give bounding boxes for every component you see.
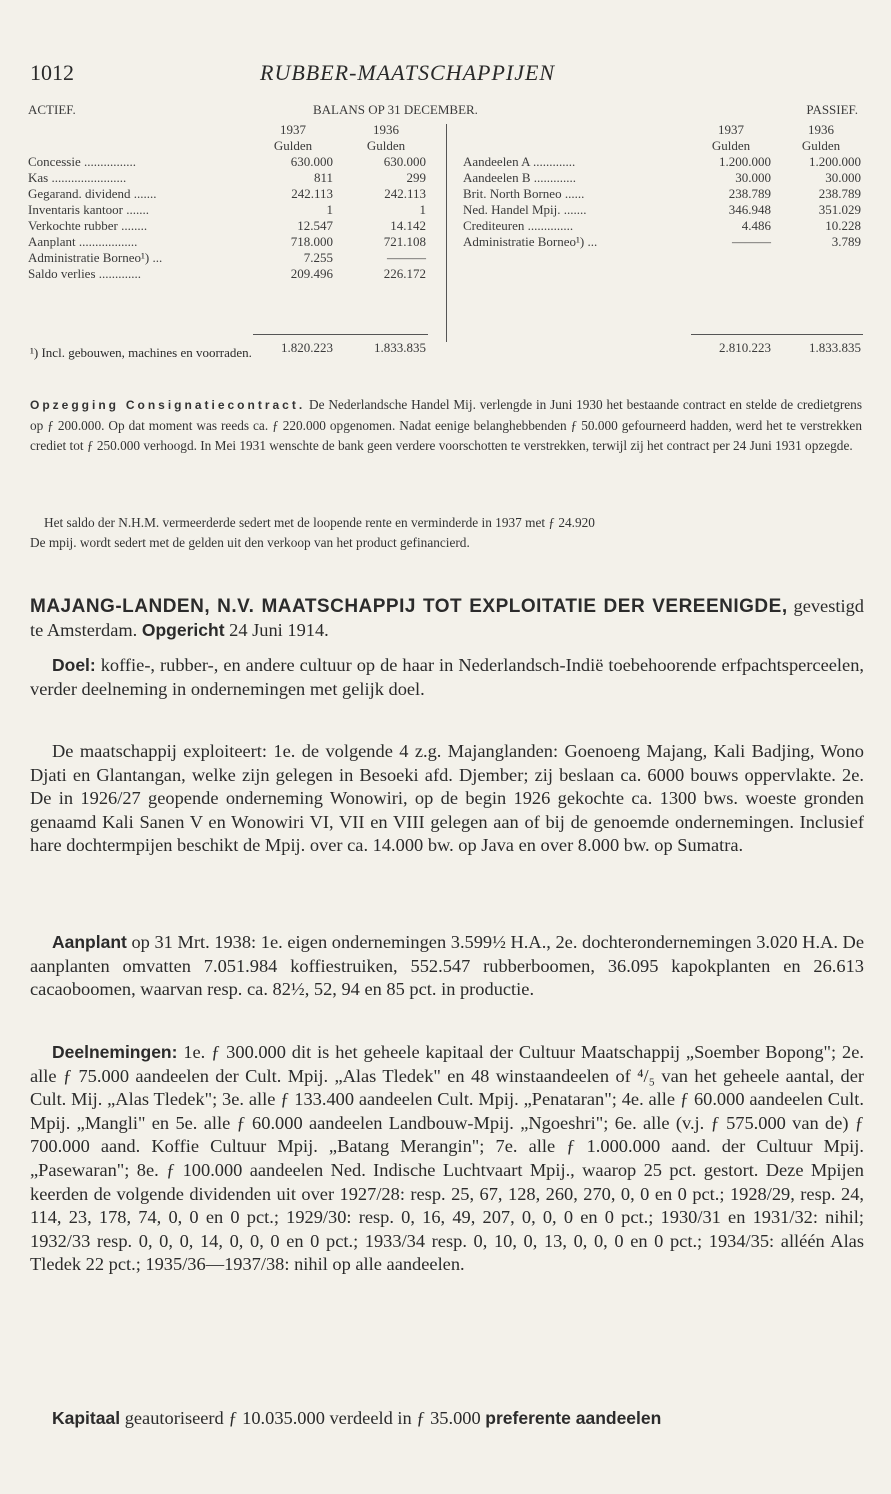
value-1936: 299 xyxy=(406,170,426,185)
page-header xyxy=(30,60,860,90)
total-1937: 2.810.223 xyxy=(719,340,771,355)
row-label: Gegarand. dividend ....... xyxy=(28,186,157,201)
value-1937: 242.113 xyxy=(291,186,333,201)
value-1936: 14.142 xyxy=(390,218,426,233)
unit-label: Gulden xyxy=(366,138,406,153)
row-label: Concessie ................ xyxy=(28,154,136,169)
page-number: 1012 xyxy=(30,60,74,85)
doel-text: koffie-, rubber-, en andere cultuur op de haar in Nederlandsch-Indië toebehoorende erfpachtsperceelen, verder deelneming in ondernemingen met gelijk doel. xyxy=(30,655,864,699)
balance-row xyxy=(28,234,440,250)
liabilities-column xyxy=(463,122,863,355)
row-label: Saldo verlies ............. xyxy=(28,266,142,281)
year-1937: 1937 xyxy=(718,122,744,137)
deelnemingen-paragraph xyxy=(30,1041,864,1277)
row-label: Crediteuren .............. xyxy=(463,218,574,233)
balance-row xyxy=(463,154,863,170)
deelnemingen-label: Deelnemingen: xyxy=(52,1042,178,1062)
balance-row xyxy=(28,266,440,282)
financing-paragraph: De mpij. wordt sedert met de gelden uit den verkoop van het product gefinancierd. xyxy=(30,535,470,550)
founded-date: 24 Juni 1914. xyxy=(229,619,329,640)
value-1937: 346.948 xyxy=(728,202,771,217)
unit-header-row xyxy=(28,138,440,154)
balance-title: BALANS OP 31 DECEMBER. xyxy=(313,102,478,117)
aanplant-paragraph xyxy=(30,931,864,1002)
total-1937: 1.820.223 xyxy=(281,340,333,355)
value-1937: 630.000 xyxy=(290,154,333,169)
running-title: RUBBER-MAATSCHAPPIJEN xyxy=(260,60,556,85)
company-heading-paragraph xyxy=(30,595,864,642)
balance-footnote: ¹) Incl. gebouwen, machines en voorraden. xyxy=(30,345,252,360)
balance-row xyxy=(463,218,863,234)
value-1936: ——— xyxy=(387,250,426,265)
row-label: Kas ....................... xyxy=(28,170,127,185)
doel-paragraph xyxy=(30,654,864,701)
unit-label: Gulden xyxy=(273,138,313,153)
opzegging-heading: Opzegging Consignatiecontract. xyxy=(30,398,306,412)
row-label: Inventaris kantoor ....... xyxy=(28,202,149,217)
value-1936: 1 xyxy=(419,202,426,217)
value-1936: 3.789 xyxy=(831,234,861,249)
deelnemingen-text: 1e. ƒ 300.000 dit is het geheele kapitaal der Cultuur Maatschappij „Soember Bopong"; 2e. alle ƒ 75.000 aandeelen der Cult. Mpij. „Alas Tledek" en 48 winstaandeelen of ⁴/₅ van het geheele aantal, der Cult. Mij. „Alas Tledek"; 3e. alle ƒ 133.400 aandeelen Cult. Mpij. „Penataran"; 4e. alle ƒ 60.000 aandeelen Cult. Mpij. „Mangli" en 5e. alle ƒ 60.000 aandeelen Landbouw-Mpij. „Ngoeshri"; 6e. alle (v.j. ƒ 575.000 van de) ƒ 700.000 aand. Koffie Cultuur Mpij. „Batang Merangin"; 7e. alle ƒ 1.000.000 aand. der Cultuur Mpij. „Pasewaran"; 8e. ƒ 100.000 aandeelen Ned. Indische Luchtvaart Mpij., waarop 25 pct. gestort. Deze Mpijen keerden de volgende dividenden uit over 1927/28: resp. 25, 67, 128, 260, 270, 0, 0 en 0 pct.; 1928/29, resp. 24, 114, 23, 178, 74, 0, 0 en 0 pct.; 1929/30: resp. 0, 16, 49, 207, 0, 0, 0 en 0 pct.; 1930/31 en 1931/32: nihil; 1932/33 resp. 0, 0, 0, 14, 0, 0, 0 en 0 pct.; 1933/34 resp. 0, 10, 0, 13, 0, 0, 0 en 0 pct.; 1934/35: alléén Alas Tledek 22 pct.; 1935/36—1937/38: nihil op alle aandeelen. xyxy=(30,1042,864,1275)
year-header-row xyxy=(463,122,863,138)
liabilities-total-row xyxy=(463,340,863,356)
sum-line xyxy=(253,334,428,335)
balance-row xyxy=(28,202,440,218)
exploitatie-paragraph: De maatschappij exploiteert: 1e. de volgende 4 z.g. Majanglanden: Goenoeng Majang, Kali Badjing, Wono Djati en Glantangan, welke zijn gelegen in Besoeki afd. Djember; zij beslaan ca. 6000 bouws oppervlakte. 2e. De in 1926/27 geopende onderneming Wonowiri, op de begin 1926 gekochte ca. 1300 bws. woeste gronden genaamd Kali Sanen V en Wonowiri VI, VII en VIII gelegen aan of bij de genoemde ondernemingen. Inclusief hare dochtermpijen beschikt de Mpij. over ca. 14.000 bw. op Java en over 8.000 bw. op Sumatra. xyxy=(30,741,864,856)
value-1936: 226.172 xyxy=(383,266,426,281)
row-label: Aandeelen B ............. xyxy=(463,170,577,185)
row-label: Ned. Handel Mpij. ....... xyxy=(463,202,587,217)
row-label: Brit. North Borneo ...... xyxy=(463,186,585,201)
balance-row xyxy=(28,250,440,266)
year-header-row xyxy=(28,122,440,138)
total-1936: 1.833.835 xyxy=(374,340,426,355)
balance-row xyxy=(28,154,440,170)
value-1936: 721.108 xyxy=(383,234,426,249)
value-1937: 718.000 xyxy=(290,234,333,249)
value-1936: 10.228 xyxy=(825,218,861,233)
year-1936: 1936 xyxy=(373,122,399,137)
value-1936: 30.000 xyxy=(825,170,861,185)
column-divider xyxy=(446,124,447,342)
balance-header xyxy=(28,102,866,122)
opzegging-paragraph xyxy=(30,395,862,455)
balance-row xyxy=(28,218,440,234)
value-1937: 1 xyxy=(326,202,333,217)
opzegging-text: De Nederlandsche Handel Mij. verlengde in Juni 1930 het bestaande contract en stelde de credietgrens op ƒ 200.000. Op dat moment was reeds ca. ƒ 220.000 opgenomen. Nadat eenige belanghebbenden ƒ 50.000 gefourneerd hadden, werd het te verstrekken crediet tot ƒ 250.000 verhoogd. In Mei 1931 wenschte de bank geen verdere voorschotten te verstrekken, terwijl zij het contract per 24 Juni 1931 opzegde. xyxy=(30,397,862,453)
balance-row xyxy=(463,202,863,218)
balance-row xyxy=(463,170,863,186)
value-1937: ——— xyxy=(732,234,771,249)
value-1937: 1.200.000 xyxy=(719,154,771,169)
aanplant-text: op 31 Mrt. 1938: 1e. eigen ondernemingen 3.599½ H.A., 2e. dochterondernemingen 3.020 H.A. De aanplanten omvatten 7.051.984 koffiestruiken, 552.547 rubberboomen, 36.095 kapokplanten en 26.613 cacaoboomen, waarvan resp. ca. 82½, 52, 94 en 85 pct. in productie. xyxy=(30,932,864,1000)
value-1936: 630.000 xyxy=(383,154,426,169)
assets-label: ACTIEF. xyxy=(28,102,76,117)
balance-row xyxy=(463,186,863,202)
row-label: Aandeelen A ............. xyxy=(463,154,576,169)
sum-line xyxy=(691,334,863,335)
value-1936: 242.113 xyxy=(384,186,426,201)
founded-label: Opgericht xyxy=(141,619,225,640)
total-1936: 1.833.835 xyxy=(809,340,861,355)
year-1936: 1936 xyxy=(808,122,834,137)
kapitaal-text: geautoriseerd ƒ 10.035.000 verdeeld in ƒ 35.000 xyxy=(124,1408,481,1428)
saldo-paragraph: Het saldo der N.H.M. vermeerderde sedert met de loopende rente en verminderde in 1937 met ƒ 24.920 xyxy=(44,515,595,530)
row-label: Verkochte rubber ........ xyxy=(28,218,148,233)
value-1937: 238.789 xyxy=(728,186,771,201)
unit-label: Gulden xyxy=(801,138,841,153)
aanplant-label: Aanplant xyxy=(52,932,127,952)
row-label: Administratie Borneo¹) ... xyxy=(28,250,163,265)
kapitaal-label: Kapitaal xyxy=(52,1408,121,1428)
balance-row xyxy=(28,186,440,202)
balance-row xyxy=(463,234,863,250)
unit-header-row xyxy=(463,138,863,154)
company-name: MAJANG-LANDEN, N.V. MAATSCHAPPIJ TOT EXPLOITATIE DER VEREENIGDE, xyxy=(30,596,788,617)
year-1937: 1937 xyxy=(280,122,306,137)
kapitaal-paragraph xyxy=(30,1407,864,1431)
doel-label: Doel: xyxy=(52,655,96,675)
value-1937: 30.000 xyxy=(735,170,771,185)
value-1937: 7.255 xyxy=(303,250,333,265)
value-1937: 4.486 xyxy=(741,218,771,233)
liabilities-label: PASSIEF. xyxy=(806,102,858,117)
preferente-label: preferente aandeelen xyxy=(485,1408,662,1428)
company-seat: gevestigd te Amsterdam. xyxy=(30,596,864,640)
value-1937: 12.547 xyxy=(297,218,333,233)
value-1936: 238.789 xyxy=(818,186,861,201)
value-1937: 811 xyxy=(313,170,333,185)
value-1936: 351.029 xyxy=(818,202,861,217)
value-1936: 1.200.000 xyxy=(809,154,861,169)
row-label: Aanplant .................. xyxy=(28,234,138,249)
value-1937: 209.496 xyxy=(290,266,333,281)
unit-label: Gulden xyxy=(711,138,751,153)
row-label: Administratie Borneo¹) ... xyxy=(463,234,598,249)
balance-row xyxy=(28,170,440,186)
